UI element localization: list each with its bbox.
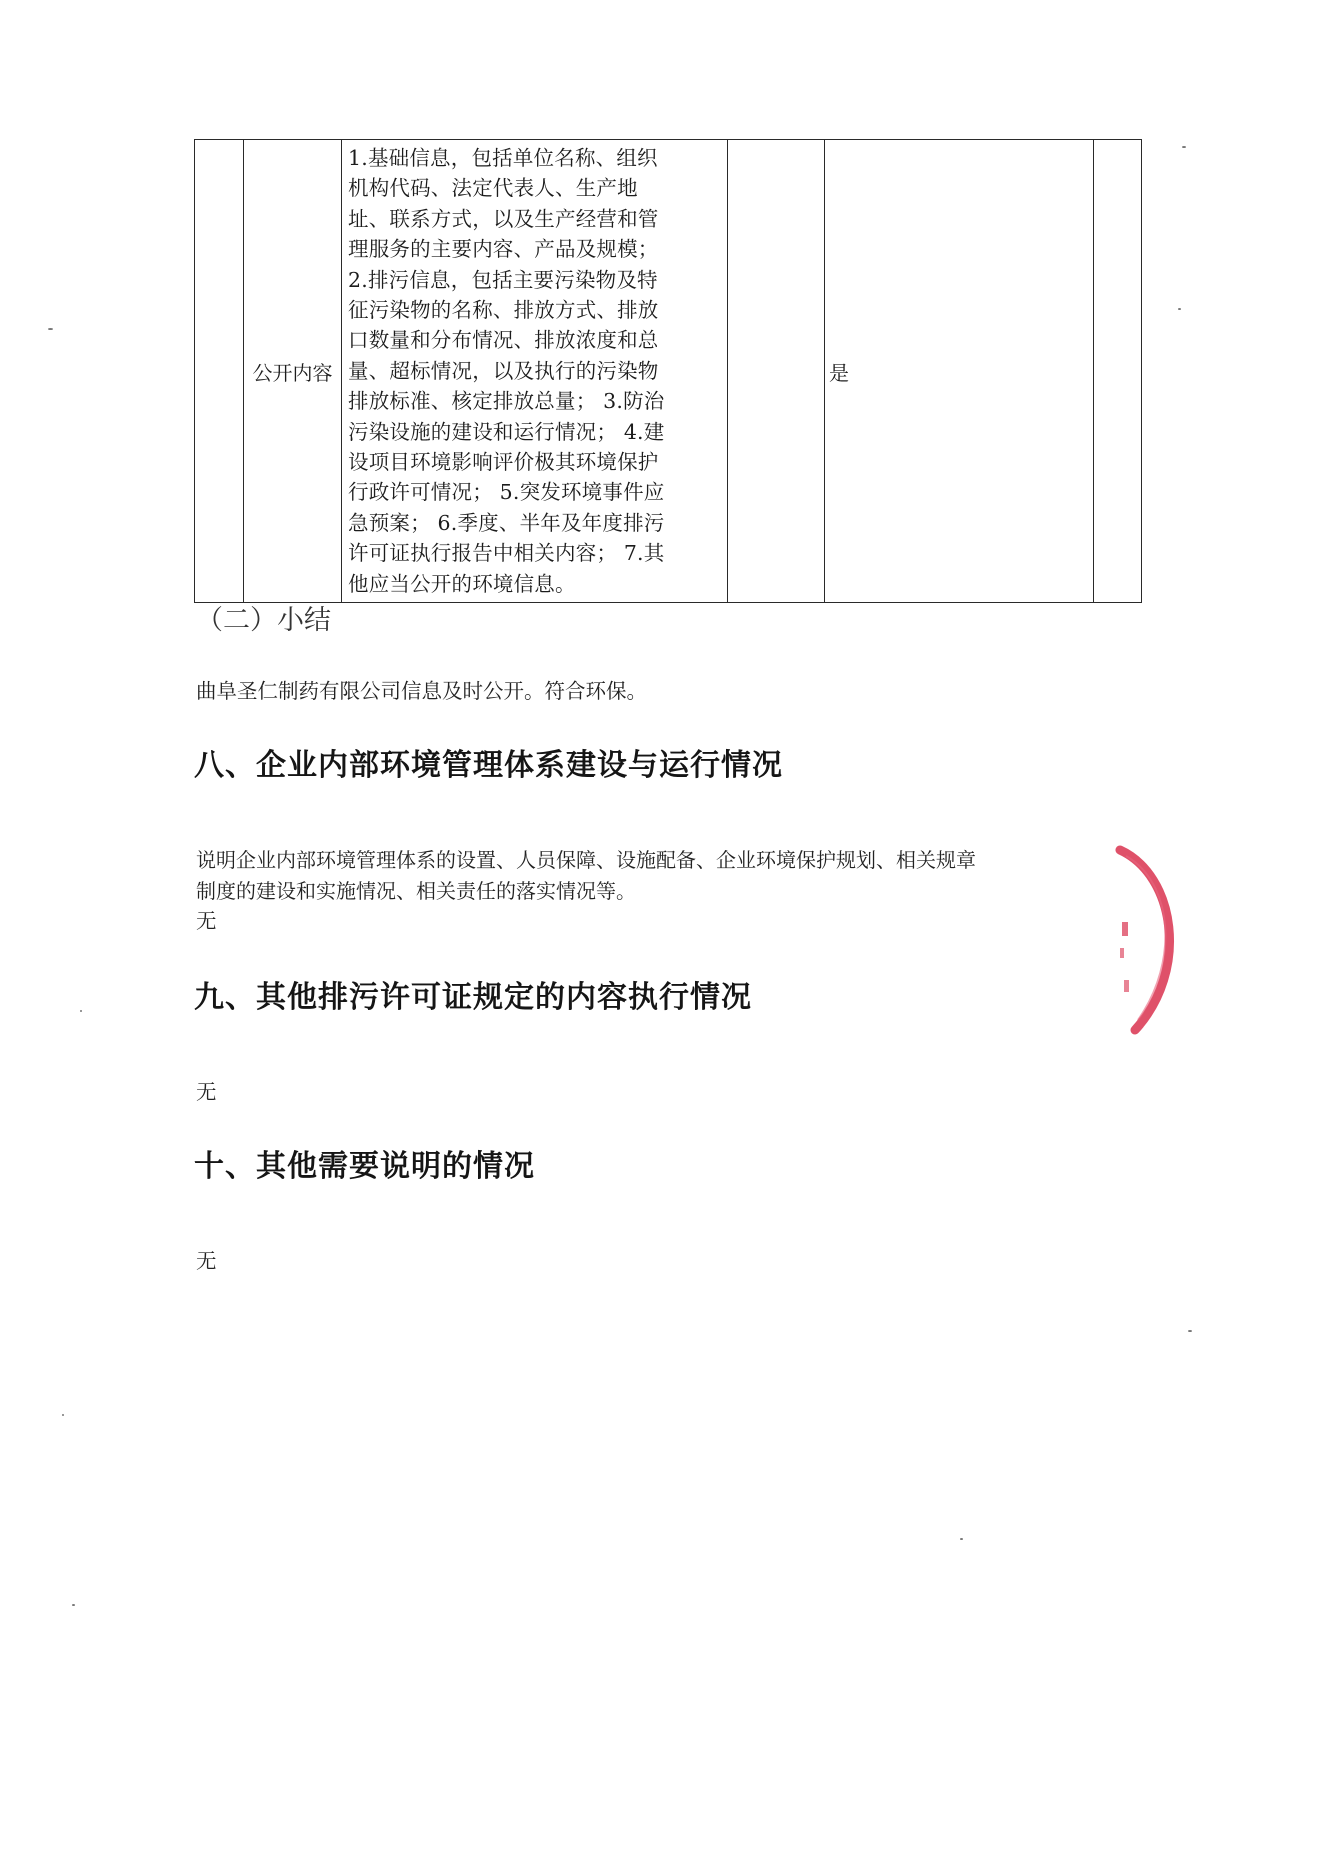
section-9-answer: 无 bbox=[196, 1080, 217, 1104]
summary-text: 曲阜圣仁制药有限公司信息及时公开。符合环保。 bbox=[196, 679, 647, 703]
section-8-answer: 无 bbox=[196, 909, 217, 933]
section-9-heading: 九、其他排污许可证规定的内容执行情况 bbox=[194, 980, 752, 1015]
scan-speck bbox=[72, 1604, 75, 1606]
disclosure-table bbox=[194, 139, 1142, 603]
scan-speck bbox=[80, 1010, 82, 1012]
scan-speck bbox=[1182, 146, 1186, 148]
official-seal-stamp bbox=[1080, 830, 1200, 1050]
section-8-heading: 八、企业内部环境管理体系建设与运行情况 bbox=[194, 748, 783, 783]
section-10-heading: 十、其他需要说明的情况 bbox=[194, 1149, 535, 1184]
table-cell-empty bbox=[728, 140, 825, 603]
table-cell-value: 是 bbox=[825, 140, 1094, 603]
scan-speck bbox=[62, 1414, 64, 1416]
section-10-answer: 无 bbox=[196, 1249, 217, 1273]
section-8-desc-line1: 说明企业内部环境管理体系的设置、人员保障、设施配备、企业环境保护规划、相关规章 bbox=[196, 848, 976, 872]
table-cell-index bbox=[195, 140, 244, 603]
scan-speck bbox=[960, 1538, 963, 1540]
disclosure-content-text: 1.基础信息，包括单位名称、组织 机构代码、法定代表人、生产地 址、联系方式，以及生产经营和管 理服务的主要内容、产品及规模； 2.排污信息，包括主要污染物及特 征污染物的名称、排放方式、排放 口数量和分布情况、排放浓度和总 量、超标情况，以及执行的污染物 排放标准、核定排放总量； 3.防治 污染设施的建设和运行情况； 4.建 设项目环境影响评价极其环境保护 行政许可情况； 5.突发环境事件应 急预案； 6.季度、半年及年度排污 许可证执行报告中相关内容； 7.其 他应当公开的环境信息。 bbox=[348, 145, 665, 596]
scan-speck bbox=[1178, 308, 1181, 310]
table-cell-remark bbox=[1094, 140, 1142, 603]
scan-speck bbox=[48, 328, 53, 330]
table-cell-content bbox=[342, 140, 728, 603]
summary-label: （二）小结 bbox=[196, 605, 331, 636]
scan-speck bbox=[1188, 1330, 1192, 1332]
table-cell-label: 公开内容 bbox=[244, 140, 342, 603]
table-row bbox=[195, 140, 1142, 603]
section-8-desc-line2: 制度的建设和实施情况、相关责任的落实情况等。 bbox=[196, 879, 636, 903]
